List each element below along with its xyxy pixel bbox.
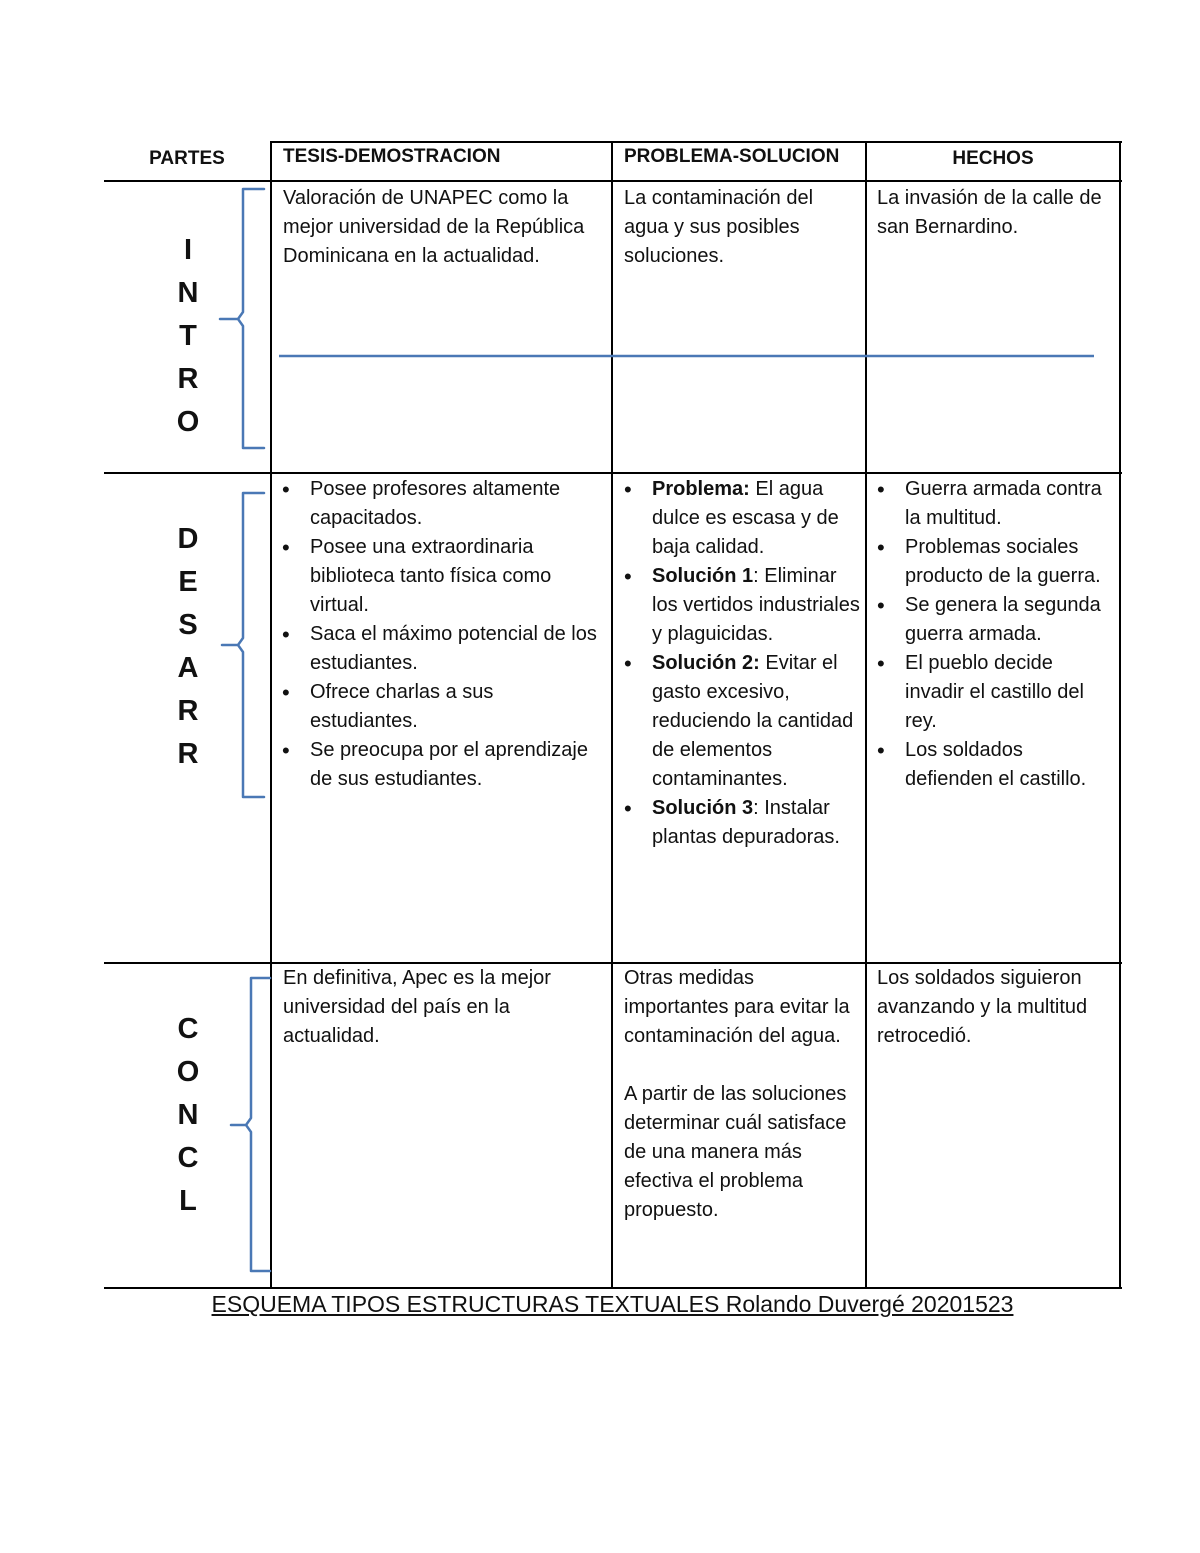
item-label: Solución 2: (652, 652, 760, 674)
concl-letter: O (176, 1056, 200, 1088)
concl-problema-paragraph-2: A partir de las soluciones determinar cuál satisface de una manera más efectiva el problema propuesto. (624, 1083, 847, 1221)
intro-letter: T (179, 320, 197, 352)
concl-letter: C (177, 1013, 199, 1045)
concl-problema-cell (624, 964, 860, 1225)
desarr-problema-cell (616, 475, 861, 852)
header-tesis-demostracion: TESIS-DEMOSTRACION (283, 146, 501, 167)
list-item: • Los soldados defienden el castillo. (869, 736, 1115, 794)
item-label: Solución 3 (652, 797, 754, 819)
intro-letter: O (176, 406, 200, 438)
intro-problema-cell: La contaminación del agua y sus posibles soluciones. (624, 187, 814, 267)
intro-hechos-cell: La invasión de la calle de san Bernardino. (877, 187, 1102, 238)
desarr-hechos-cell (869, 475, 1115, 794)
intro-letter: I (183, 234, 193, 266)
intro-letter: R (177, 363, 199, 395)
item-text: : Eliminar los vertidos industriales y plaguicidas. (652, 565, 860, 645)
header-problema-solucion: PROBLEMA-SOLUCION (624, 146, 840, 167)
concl-bracket (231, 978, 270, 1271)
list-item (616, 794, 861, 852)
desarr-letter: E (178, 566, 198, 598)
item-text: El agua dulce es escasa y de baja calidad. (652, 478, 839, 558)
desarr-tesis-list (274, 475, 604, 794)
desarr-letter: S (178, 609, 198, 641)
list-item (616, 562, 861, 649)
item-text: Evitar el gasto excesivo, reduciendo la cantidad de elementos contaminantes. (652, 652, 854, 790)
desarr-letter: A (177, 652, 199, 684)
header-partes: PARTES (149, 148, 225, 169)
intro-tesis-cell: Valoración de UNAPEC como la mejor universidad de la República Dominicana en la actualidad. (283, 187, 585, 267)
list-item: • Problemas sociales producto de la guerra. (869, 533, 1115, 591)
item-label: Problema: (652, 478, 750, 500)
list-item: • Ofrece charlas a sus estudiantes. (274, 678, 604, 736)
intro-bracket (220, 189, 264, 448)
desarr-letter: R (177, 738, 199, 770)
item-text: : Instalar plantas depuradoras. (652, 797, 840, 848)
list-item: • Se preocupa por el aprendizaje de sus estudiantes. (274, 736, 604, 794)
concl-letter: C (177, 1142, 199, 1174)
concl-letter: L (179, 1185, 197, 1217)
header-hechos: HECHOS (952, 148, 1034, 169)
desarr-letter: D (177, 523, 199, 555)
concl-letter: N (177, 1099, 199, 1131)
list-item (616, 649, 861, 794)
concl-hechos-cell: Los soldados siguieron avanzando y la multitud retrocedió. (877, 967, 1088, 1047)
list-item (616, 475, 861, 562)
desarr-hechos-list (869, 475, 1115, 794)
intro-letter: N (177, 277, 199, 309)
list-item: • Guerra armada contra la multitud. (869, 475, 1115, 533)
list-item: • Posee una extraordinaria biblioteca tanto física como virtual. (274, 533, 604, 620)
item-label: Solución 1 (652, 565, 754, 587)
desarr-tesis-cell (274, 475, 604, 794)
desarr-letter: R (177, 695, 199, 727)
desarr-bracket (222, 493, 264, 797)
list-item: • Se genera la segunda guerra armada. (869, 591, 1115, 649)
list-item: • El pueblo decide invadir el castillo del rey. (869, 649, 1115, 736)
concl-problema-paragraph-1: Otras medidas importantes para evitar la contaminación del agua. (624, 967, 850, 1047)
desarr-problema-list (616, 475, 861, 852)
concl-tesis-cell: En definitiva, Apec es la mejor universidad del país en la actualidad. (283, 967, 551, 1047)
list-item: • Saca el máximo potencial de los estudiantes. (274, 620, 604, 678)
document-caption: ESQUEMA TIPOS ESTRUCTURAS TEXTUALES Rolando Duvergé 20201523 (211, 1291, 1014, 1317)
list-item: • Posee profesores altamente capacitados. (274, 475, 604, 533)
